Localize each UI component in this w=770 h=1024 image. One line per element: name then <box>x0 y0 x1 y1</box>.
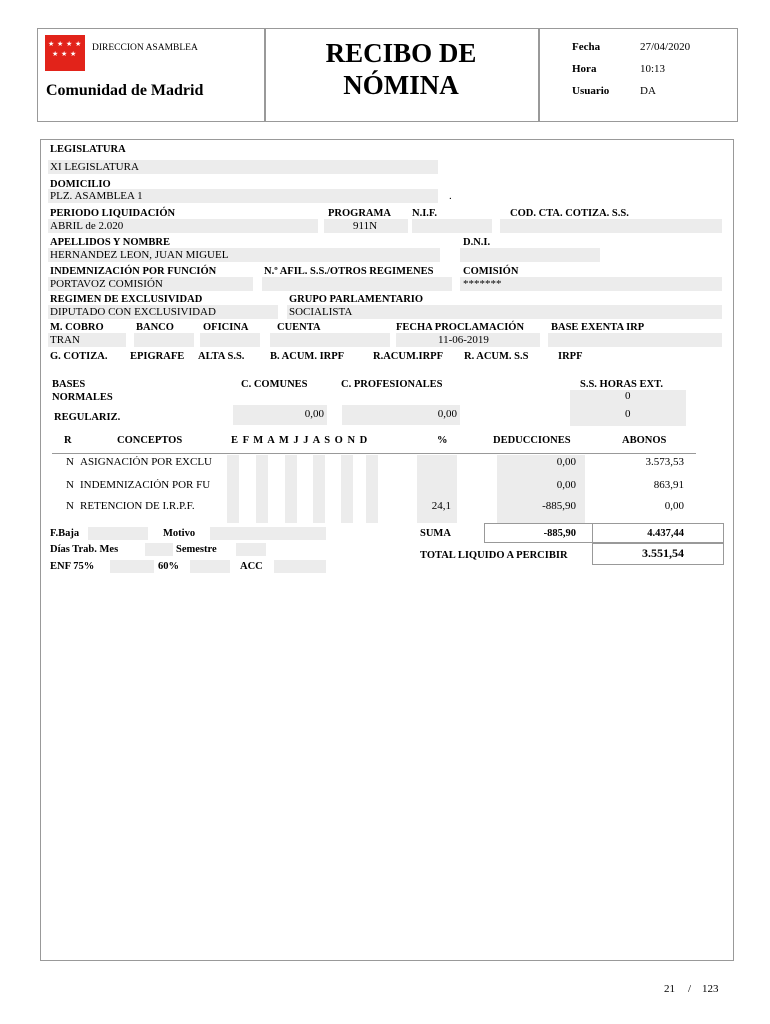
page-total: 123 <box>702 983 719 995</box>
cuenta-field <box>270 333 390 347</box>
normales-label: NORMALES <box>52 392 113 403</box>
afil-field <box>262 277 452 291</box>
apellidos-value: HERNANDEZ LEON, JUAN MIGUEL <box>50 249 229 261</box>
mcobro-label: M. COBRO <box>50 322 104 333</box>
regimen-label: REGIMEN DE EXCLUSIVIDAD <box>50 294 203 305</box>
regimen-value: DIPUTADO CON EXCLUSIVIDAD <box>50 306 216 318</box>
domicilio-extra: . <box>449 190 452 202</box>
racum-irpf-label: R.ACUM.IRPF <box>373 351 443 362</box>
banco-field <box>134 333 194 347</box>
nif-label: N.I.F. <box>412 208 437 219</box>
oficina-field <box>200 333 260 347</box>
usuario-value: DA <box>640 85 656 97</box>
total-label: TOTAL LIQUIDO A PERCIBIR <box>420 550 568 561</box>
month-col-5 <box>341 455 353 523</box>
bacum-label: B. ACUM. IRPF <box>270 351 345 362</box>
dias-label: Días Trab. Mes <box>50 544 119 555</box>
suma-abonos: 4.437,44 <box>647 528 684 539</box>
motivo-field <box>210 527 326 540</box>
domicilio-label: DOMICILIO <box>50 179 111 190</box>
concept-row-3-deduccion: -885,90 <box>542 500 576 512</box>
fecha-label: Fecha <box>572 41 601 53</box>
page-separator: / <box>688 983 692 995</box>
suma-deducciones: -885,90 <box>543 528 576 539</box>
programa-value: 911N <box>353 220 378 232</box>
month-col-4 <box>313 455 325 523</box>
alta-label: ALTA S.S. <box>198 351 245 362</box>
concept-row-2-r: N <box>66 479 74 491</box>
document-title-line2: NÓMINA <box>343 70 459 100</box>
page-number: 21 <box>664 983 675 995</box>
gcotiza-label: G. COTIZA. <box>50 351 108 362</box>
concepts-header-r: R <box>64 435 72 446</box>
concepts-header-months: E F M A M J J A S O N D <box>231 435 369 446</box>
fecha-procl-value: 11-06-2019 <box>438 334 489 346</box>
irpf-label: IRPF <box>558 351 583 362</box>
horas-value-2: 0 <box>625 408 631 420</box>
comunes-value: 0,00 <box>304 408 324 420</box>
cod-cta-field <box>500 219 722 233</box>
concept-row-3-name: RETENCION DE I.R.P.F. <box>80 500 195 512</box>
enf-field <box>110 560 154 573</box>
regulariz-label: REGULARIZ. <box>54 412 121 423</box>
racum-ss-label: R. ACUM. S.S <box>464 351 529 362</box>
total-value: 3.551,54 <box>642 546 684 560</box>
org-name: Comunidad de Madrid <box>46 82 204 99</box>
motivo-label: Motivo <box>163 528 196 539</box>
fecha-procl-label: FECHA PROCLAMACIÓN <box>396 322 525 333</box>
periodo-label: PERIODO LIQUIDACIÓN <box>50 208 176 219</box>
org-small-label: DIRECCION ASAMBLEA <box>92 43 198 53</box>
periodo-value: ABRIL de 2.020 <box>50 220 124 232</box>
concept-row-1-name: ASIGNACIÓN POR EXCLU <box>80 456 213 468</box>
dni-field <box>460 248 600 262</box>
dias-field <box>145 543 173 556</box>
fbaja-label: F.Baja <box>50 528 80 539</box>
concept-row-2-deduccion: 0,00 <box>556 479 576 491</box>
month-col-2 <box>256 455 268 523</box>
comunes-label: C. COMUNES <box>241 379 308 390</box>
month-col-1 <box>227 455 239 523</box>
concept-row-2-name: INDEMNIZACIÓN POR FU <box>80 479 211 491</box>
concept-row-1-r: N <box>66 456 74 468</box>
hora-value: 10:13 <box>640 63 666 75</box>
semestre-label: Semestre <box>176 544 217 555</box>
concepts-header-abonos: ABONOS <box>622 435 667 446</box>
acc-label: ACC <box>240 561 263 572</box>
month-col-6 <box>366 455 378 523</box>
cuenta-label: CUENTA <box>277 322 321 333</box>
base-exenta-label: BASE EXENTA IRP <box>551 322 645 333</box>
nif-field <box>412 219 492 233</box>
profesionales-label: C. PROFESIONALES <box>341 379 443 390</box>
horas-label: S.S. HORAS EXT. <box>580 379 663 390</box>
concept-row-2-abono: 863,91 <box>653 479 684 491</box>
concepts-header-rule <box>52 453 696 454</box>
comunidad-madrid-logo: ★ ★ ★ ★ ★ ★ ★ <box>45 35 85 71</box>
month-col-3 <box>285 455 297 523</box>
oficina-label: OFICINA <box>203 322 249 333</box>
concept-row-3-abono: 0,00 <box>664 500 684 512</box>
indemnizacion-value: PORTAVOZ COMISIÓN <box>50 278 163 290</box>
legislatura-label: LEGISLATURA <box>50 144 126 155</box>
concept-row-3-r: N <box>66 500 74 512</box>
fbaja-field <box>88 527 148 540</box>
concepts-header-deducciones: DEDUCCIONES <box>493 435 571 446</box>
suma-label: SUMA <box>420 528 451 539</box>
enf60-field <box>190 560 230 573</box>
cod-cta-label: COD. CTA. COTIZA. S.S. <box>510 208 629 219</box>
concept-row-1-deduccion: 0,00 <box>556 456 576 468</box>
legislatura-value: XI LEGISLATURA <box>50 161 139 173</box>
afil-label: N.º AFIL. S.S./OTROS REGIMENES <box>264 266 434 277</box>
grupo-label: GRUPO PARLAMENTARIO <box>289 294 424 305</box>
banco-label: BANCO <box>136 322 174 333</box>
enf-label: ENF 75% <box>50 561 95 572</box>
semestre-field <box>236 543 266 556</box>
horas-value-1: 0 <box>625 390 631 402</box>
concept-row-1-abono: 3.573,53 <box>645 456 684 468</box>
bases-label: BASES <box>52 379 86 390</box>
concepts-header-conceptos: CONCEPTOS <box>117 435 183 446</box>
fecha-value: 27/04/2020 <box>640 41 691 53</box>
enf60-label: 60% <box>158 561 179 572</box>
header-right-box <box>538 28 738 122</box>
comision-value: ******* <box>463 278 502 290</box>
epigrafe-label: EPIGRAFE <box>130 351 185 362</box>
domicilio-value: PLZ. ASAMBLEA 1 <box>50 190 143 202</box>
comision-label: COMISIÓN <box>463 266 519 277</box>
grupo-value: SOCIALISTA <box>289 306 353 318</box>
hora-label: Hora <box>572 63 597 75</box>
dni-label: D.N.I. <box>463 237 491 248</box>
suma-divider <box>592 523 593 543</box>
document-title-line1: RECIBO DE <box>325 38 477 68</box>
apellidos-label: APELLIDOS Y NOMBRE <box>50 237 170 248</box>
usuario-label: Usuario <box>572 85 610 97</box>
mcobro-value: TRAN <box>50 334 80 346</box>
programa-label: PROGRAMA <box>328 208 391 219</box>
concept-row-3-pct: 24,1 <box>431 500 451 512</box>
indemnizacion-label: INDEMNIZACIÓN POR FUNCIÓN <box>50 266 217 277</box>
base-exenta-field <box>548 333 722 347</box>
concepts-header-pct: % <box>437 435 448 446</box>
profesionales-value: 0,00 <box>437 408 457 420</box>
acc-field <box>274 560 326 573</box>
